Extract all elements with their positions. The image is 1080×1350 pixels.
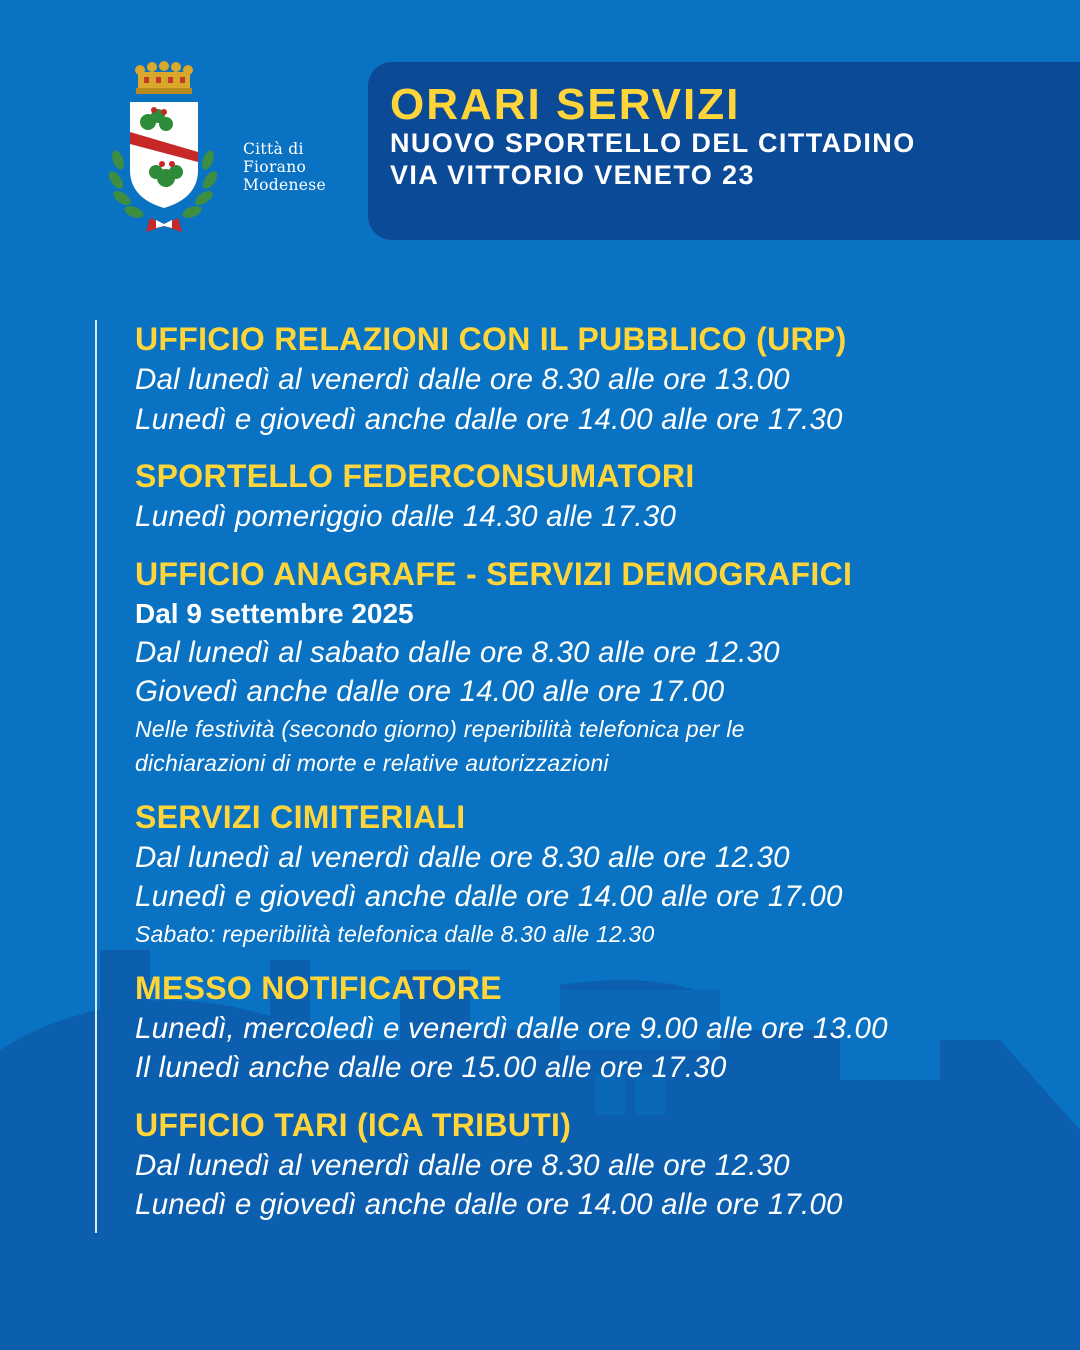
section-anagrafe [135, 553, 1055, 780]
schedule-line: Giovedì anche dalle ore 14.00 alle ore 17.00 [135, 675, 725, 708]
town-line-2: Fiorano [243, 158, 307, 176]
section-title: UFFICIO RELAZIONI CON IL PUBBLICO (URP) [135, 321, 847, 357]
section-federconsumatori [135, 455, 1055, 537]
header-subtitle-office: NUOVO SPORTELLO DEL CITTADINO [390, 128, 916, 158]
vertical-divider [95, 320, 97, 1233]
schedule-line: Lunedì pomeriggio dalle 14.30 alle 17.30 [135, 500, 677, 533]
section-title: SPORTELLO FEDERCONSUMATORI [135, 458, 695, 494]
section-title: UFFICIO TARI (ICA TRIBUTI) [135, 1106, 572, 1143]
schedule-note: Sabato: reperibilità telefonica dalle 8.30 alle 12.30 [135, 920, 655, 947]
schedule-line: Lunedì e giovedì anche dalle ore 14.00 alle ore 17.30 [135, 402, 843, 436]
section-title: SERVIZI CIMITERIALI [135, 798, 466, 835]
schedule-line: Dal lunedì al venerdì dalle ore 8.30 alle ore 12.30 [135, 1148, 790, 1182]
section-tari [135, 1104, 1055, 1225]
schedule-line: Dal lunedì al venerdì dalle ore 8.30 alle ore 12.30 [135, 840, 790, 874]
schedule-line: Dal lunedì al sabato dalle ore 8.30 alle ore 12.30 [135, 635, 780, 669]
section-title: UFFICIO ANAGRAFE - SERVIZI DEMOGRAFICI [135, 555, 853, 592]
city-crest-icon [100, 60, 225, 240]
service-schedule-list [135, 318, 1055, 1225]
schedule-note: Nelle festività (secondo giorno) reperibilità telefonica per le [135, 715, 745, 742]
town-line-3: Modenese [243, 176, 326, 194]
schedule-line: Lunedì e giovedì anche dalle ore 14.00 alle ore 17.00 [135, 880, 843, 913]
section-cimiteriali [135, 796, 1055, 951]
schedule-line: Il lunedì anche dalle ore 15.00 alle ore 17.30 [135, 1051, 727, 1084]
section-title: MESSO NOTIFICATORE [135, 969, 502, 1006]
section-urp [135, 318, 1055, 439]
schedule-line: Lunedì e giovedì anche dalle ore 14.00 alle ore 17.00 [135, 1188, 843, 1221]
schedule-line: Dal lunedì al venerdì dalle ore 8.30 alle ore 13.00 [135, 363, 790, 396]
town-line-1: Città di [243, 140, 304, 158]
effective-date: Dal 9 settembre 2025 [135, 597, 414, 629]
city-logo [100, 60, 350, 245]
schedule-note: dichiarazioni di morte e relative autorizzazioni [135, 749, 609, 776]
section-messo-notificatore [135, 967, 1055, 1088]
page-title: ORARI SERVIZI [390, 80, 741, 129]
town-name [243, 140, 326, 194]
schedule-line: Lunedì, mercoledì e venerdì dalle ore 9.00 alle ore 13.00 [135, 1011, 888, 1045]
header-subtitle-address: VIA VITTORIO VENETO 23 [390, 160, 755, 190]
